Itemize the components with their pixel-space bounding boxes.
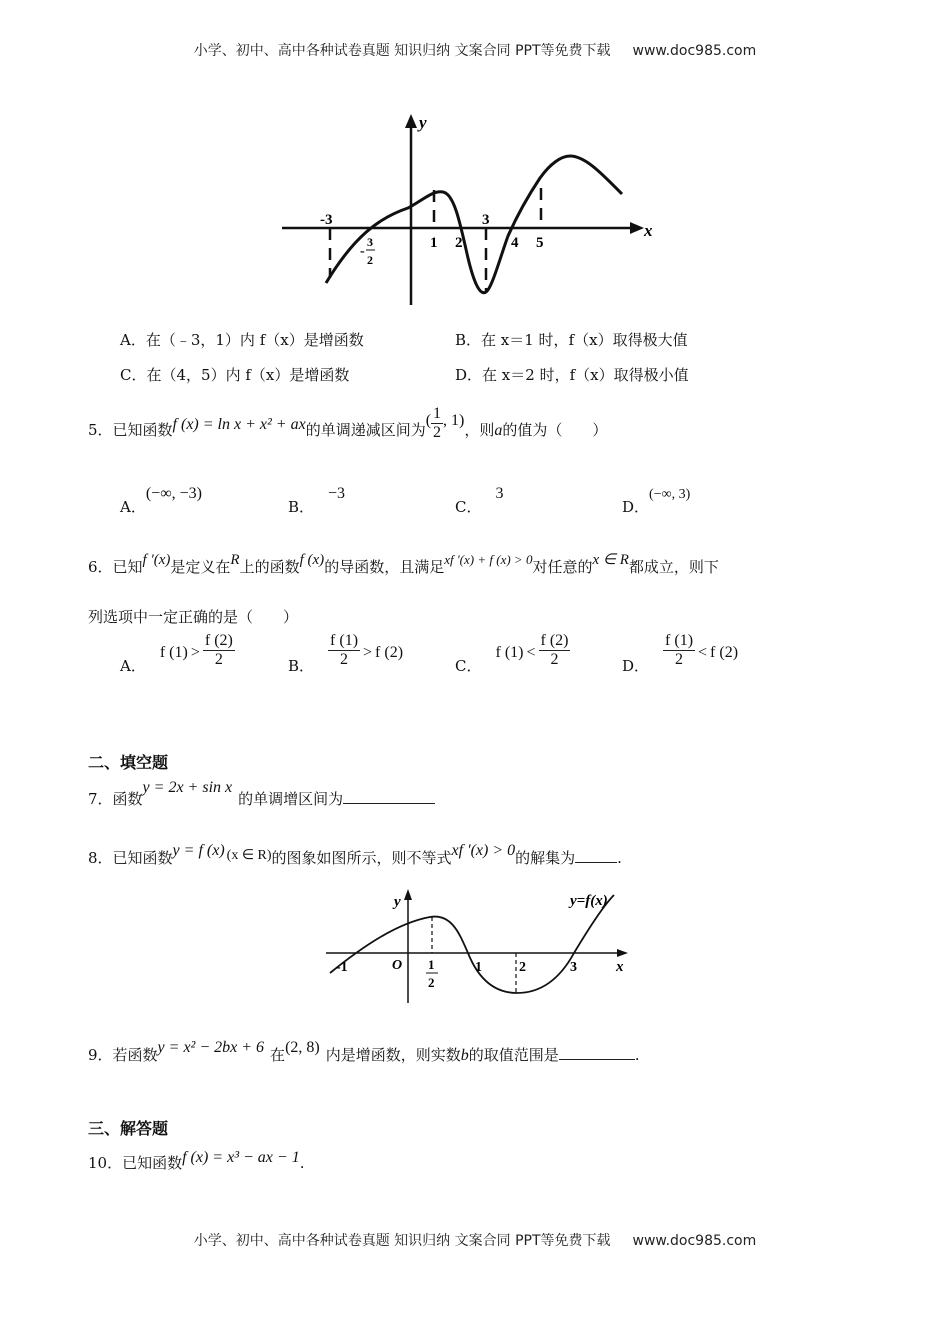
y-axis-arrow bbox=[404, 889, 412, 900]
tick-1: 1 bbox=[430, 235, 438, 251]
q6-option-d: D． $\frac{f (1)}{2}$ < f (2) bbox=[622, 632, 739, 675]
tick-neg-half3-den: 2 bbox=[367, 253, 373, 267]
tick-half-num: 1 bbox=[428, 957, 435, 972]
x-axis-label: x bbox=[616, 959, 624, 975]
q4-option-c: C．在（4，5）内 f（x）是增函数 bbox=[120, 366, 350, 384]
q5-option-a: A．(−∞, −3) bbox=[120, 485, 202, 516]
y-axis-arrow bbox=[405, 114, 417, 128]
tick-4: 4 bbox=[511, 235, 519, 251]
q5-option-d: D．(−∞, 3) bbox=[622, 487, 691, 516]
tick-5: 5 bbox=[536, 235, 544, 251]
y-axis-label: y bbox=[419, 113, 427, 132]
curve-label: y=f(x) bbox=[570, 893, 608, 909]
q4-option-d: D．在 x＝2 时，f（x）取得极小值 bbox=[455, 366, 689, 384]
question-8: 8．已知函数y = f (x) (x ∈ R)的图象如图所示，则不等式xf ′(x) > 0的解集为 . bbox=[88, 842, 622, 867]
q7-answer-blank[interactable] bbox=[343, 803, 435, 804]
q9-answer-blank[interactable] bbox=[559, 1059, 635, 1060]
q8-answer-blank[interactable] bbox=[575, 862, 617, 863]
function-curve bbox=[326, 156, 622, 293]
page-footer bbox=[0, 1230, 950, 1250]
tick-neg-half3-sign: - bbox=[360, 244, 365, 259]
x-axis-arrow bbox=[630, 222, 644, 234]
q5-formula: f (x) = ln x + x² + ax bbox=[172, 416, 306, 433]
section-solve: 三、解答题 bbox=[88, 1119, 169, 1138]
header-text: 小学、初中、高中各种试卷真题 知识归纳 文案合同 PPT等免费下载 bbox=[193, 43, 611, 59]
q5-fraction: $\frac{1}{2}$ bbox=[433, 404, 442, 441]
question-6-line1: 6．已知f ′(x)是定义在R上的函数f (x)的导函数，且满足xf ′(x) + f (x) > 0对任意的x ∈ R都成立，则下 bbox=[88, 552, 719, 576]
tick-1: 1 bbox=[475, 960, 482, 975]
tick-neg-half3-num: 3 bbox=[367, 235, 373, 249]
question-5: 5．已知函数f (x) = ln x + x² + ax的单调递减区间为( $\frac{1}{2}$ , 1)，则a的值为（ ） bbox=[88, 404, 608, 441]
q6-option-a: A．f (1) > $\frac{f (2)}{2}$ bbox=[120, 632, 233, 675]
function-curve bbox=[330, 895, 614, 993]
section-fill-in: 二、填空题 bbox=[88, 753, 169, 772]
tick-neg3: -3 bbox=[320, 212, 333, 228]
header-url[interactable]: www.doc985.com bbox=[632, 43, 757, 59]
tick-2: 2 bbox=[455, 235, 463, 251]
tick-3: 3 bbox=[570, 960, 577, 975]
question-10: 10．已知函数f (x) = x³ − ax − 1. bbox=[88, 1149, 305, 1172]
footer-url[interactable]: www.doc985.com bbox=[632, 1233, 757, 1249]
question-7: 7．函数y = 2x + sin x的单调增区间为 bbox=[88, 788, 435, 809]
question-9: 9．若函数y = x² − 2bx + 6 在(2, 8) 内是增函数，则实数b的取值范围是 . bbox=[88, 1039, 640, 1064]
function-graph-1 bbox=[278, 108, 668, 313]
q5-option-b: B．−3 bbox=[288, 485, 346, 516]
tick-half-den: 2 bbox=[428, 975, 435, 990]
function-graph-2 bbox=[322, 885, 642, 1010]
x-axis-arrow bbox=[617, 949, 628, 957]
origin-label: O bbox=[392, 958, 403, 973]
tick-neg1: -1 bbox=[336, 960, 348, 975]
q6-option-b: B． $\frac{f (1)}{2}$ > f (2) bbox=[288, 632, 404, 675]
q4-option-a: A．在（﹣3，1）内 f（x）是增函数 bbox=[120, 331, 364, 349]
q5-option-c: C．3 bbox=[455, 485, 504, 516]
tick-3: 3 bbox=[482, 212, 490, 228]
question-6-line2: 列选项中一定正确的是（ ） bbox=[88, 608, 299, 626]
q4-option-b: B．在 x＝1 时，f（x）取得极大值 bbox=[455, 331, 688, 349]
footer-text: 小学、初中、高中各种试卷真题 知识归纳 文案合同 PPT等免费下载 bbox=[193, 1233, 611, 1249]
tick-2: 2 bbox=[519, 960, 526, 975]
page-header bbox=[0, 40, 950, 60]
q6-option-c: C．f (1) < $\frac{f (2)}{2}$ bbox=[455, 632, 569, 675]
y-axis-label: y bbox=[394, 894, 401, 910]
x-axis-label: x bbox=[644, 221, 653, 240]
